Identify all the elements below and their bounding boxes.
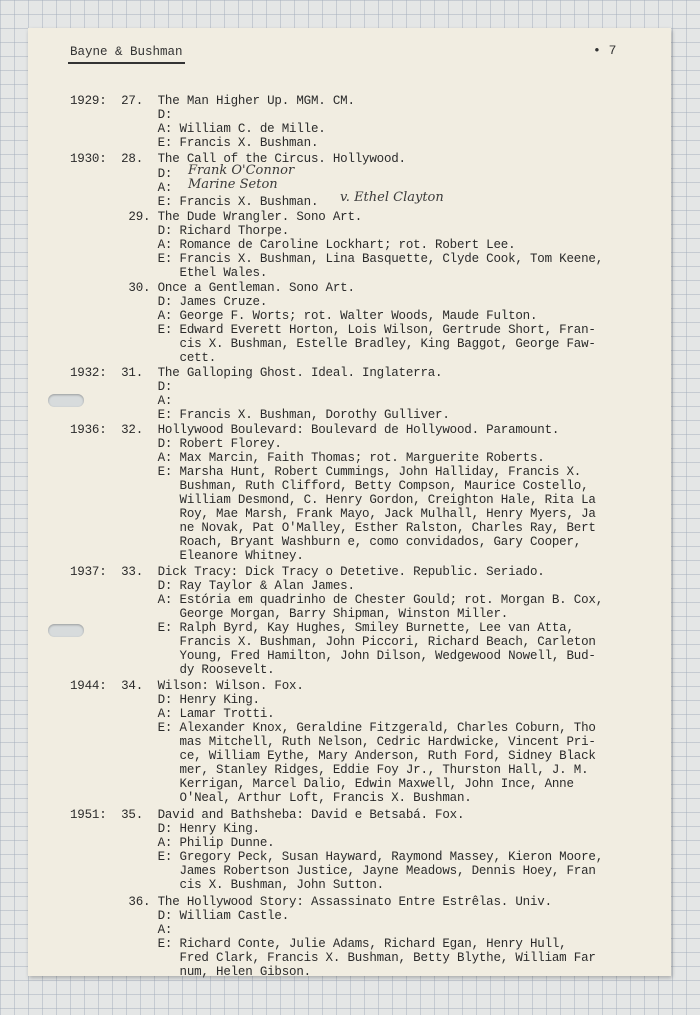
typed-line: E: Richard Conte, Julie Adams, Richard Egan, Henry Hull, — [70, 937, 567, 951]
typed-line: A: — [70, 181, 173, 195]
handwritten-director: Frank O'Connor — [188, 163, 295, 178]
typed-line: Fred Clark, Francis X. Bushman, Betty Blythe, William Far — [70, 951, 596, 965]
typed-line: A: Lamar Trotti. — [70, 707, 275, 721]
typed-line: ne Novak, Pat O'Malley, Esther Ralston, Charles Ray, Bert — [70, 521, 596, 535]
typed-page — [28, 28, 671, 979]
typed-line: A: Max Marcin, Faith Thomas; rot. Marguerite Roberts. — [70, 451, 545, 465]
typed-line: A: — [70, 923, 173, 937]
typed-line: A: Estória em quadrinho de Chester Gould; rot. Morgan B. Cox, — [70, 593, 603, 607]
typed-line: A: George F. Worts; rot. Walter Woods, Maude Fulton. — [70, 309, 538, 323]
typed-line: E: Francis X. Bushman. — [70, 195, 319, 209]
typed-line: E: Marsha Hunt, Robert Cummings, John Halliday, Francis X. — [70, 465, 582, 479]
typed-line: James Robertson Justice, Jayne Meadows, Dennis Hoey, Fran — [70, 864, 596, 878]
typed-line: 1929: 27. The Man Higher Up. MGM. CM. — [70, 94, 355, 108]
typed-line: 1951: 35. David and Bathsheba: David e Betsabá. Fox. — [70, 808, 465, 822]
typed-line: E: Alexander Knox, Geraldine Fitzgerald, Charles Coburn, Tho — [70, 721, 596, 735]
typed-line: Young, Fred Hamilton, John Dilson, Wedgewood Nowell, Bud- — [70, 649, 596, 663]
typed-line: D: William Castle. — [70, 909, 290, 923]
typed-line: E: Gregory Peck, Susan Hayward, Raymond Massey, Kieron Moore, — [70, 850, 603, 864]
typed-line: mer, Stanley Ridges, Eddie Foy Jr., Thurston Hall, J. M. — [70, 763, 589, 777]
typed-line: E: Francis X. Bushman, Lina Basquette, Clyde Cook, Tom Keene, — [70, 252, 603, 266]
typed-line: O'Neal, Arthur Loft, Francis X. Bushman. — [70, 791, 472, 805]
typed-line: ce, William Eythe, Mary Anderson, Ruth Ford, Sidney Black — [70, 749, 596, 763]
typed-line: cis X. Bushman, John Sutton. — [70, 878, 384, 892]
typed-line: num, Helen Gibson. — [70, 965, 311, 979]
handwritten-writer: Marine Seton — [188, 177, 278, 192]
typed-line: George Morgan, Barry Shipman, Winston Miller. — [70, 607, 509, 621]
page-number: • 7 — [593, 43, 617, 58]
header-underline — [68, 62, 185, 64]
typed-line: D: — [70, 108, 173, 122]
typed-line: A: Romance de Caroline Lockhart; rot. Robert Lee. — [70, 238, 516, 252]
typed-line: Francis X. Bushman, John Piccori, Richard Beach, Carleton — [70, 635, 596, 649]
typed-line: Ethel Wales. — [70, 266, 268, 280]
typed-line: Bushman, Ruth Clifford, Betty Compson, Maurice Costello, — [70, 479, 589, 493]
typed-line: A: Philip Dunne. — [70, 836, 275, 850]
typed-line: 1937: 33. Dick Tracy: Dick Tracy o Detetive. Republic. Seriado. — [70, 565, 545, 579]
typed-line: William Desmond, C. Henry Gordon, Creighton Hale, Rita La — [70, 493, 596, 507]
typed-line: E: Francis X. Bushman, Dorothy Gulliver. — [70, 408, 450, 422]
typed-line: E: Edward Everett Horton, Lois Wilson, Gertrude Short, Fran- — [70, 323, 596, 337]
typed-line: D: — [70, 380, 173, 394]
typed-line: 1930: 28. The Call of the Circus. Hollywood. — [70, 152, 406, 166]
typed-line: 36. The Hollywood Story: Assassinato Entre Estrêlas. Univ. — [70, 895, 552, 909]
handwritten-cast-note: v. Ethel Clayton — [340, 190, 444, 205]
typed-line: D: — [70, 167, 173, 181]
typed-line: 1932: 31. The Galloping Ghost. Ideal. Inglaterra. — [70, 366, 443, 380]
typed-line: Eleanore Whitney. — [70, 549, 304, 563]
typed-line: Kerrigan, Marcel Dalio, Edwin Maxwell, John Ince, Anne — [70, 777, 574, 791]
typed-line: D: James Cruze. — [70, 295, 268, 309]
typed-line: D: Ray Taylor & Alan James. — [70, 579, 355, 593]
typed-line: D: Henry King. — [70, 693, 260, 707]
typed-line: D: Richard Thorpe. — [70, 224, 290, 238]
typed-line: cett. — [70, 351, 217, 365]
typed-line: D: Henry King. — [70, 822, 260, 836]
typed-line: 30. Once a Gentleman. Sono Art. — [70, 281, 355, 295]
typed-line: Roy, Mae Marsh, Frank Mayo, Jack Mulhall, Henry Myers, Ja — [70, 507, 596, 521]
typed-line: A: — [70, 394, 173, 408]
typed-line: 1944: 34. Wilson: Wilson. Fox. — [70, 679, 304, 693]
typed-line: dy Roosevelt. — [70, 663, 275, 677]
typed-line: D: Robert Florey. — [70, 437, 282, 451]
typed-line: E: Ralph Byrd, Kay Hughes, Smiley Burnette, Lee van Atta, — [70, 621, 574, 635]
typed-line: 29. The Dude Wrangler. Sono Art. — [70, 210, 363, 224]
typed-line: E: Francis X. Bushman. — [70, 136, 319, 150]
typed-line: mas Mitchell, Ruth Nelson, Cedric Hardwicke, Vincent Pri- — [70, 735, 596, 749]
running-head: Bayne & Bushman — [70, 45, 183, 59]
typed-line: cis X. Bushman, Estelle Bradley, King Baggot, George Faw- — [70, 337, 596, 351]
typed-line: Roach, Bryant Washburn e, como convidados, Gary Cooper, — [70, 535, 582, 549]
typed-line: 1936: 32. Hollywood Boulevard: Boulevard de Hollywood. Paramount. — [70, 423, 560, 437]
typed-line: A: William C. de Mille. — [70, 122, 326, 136]
